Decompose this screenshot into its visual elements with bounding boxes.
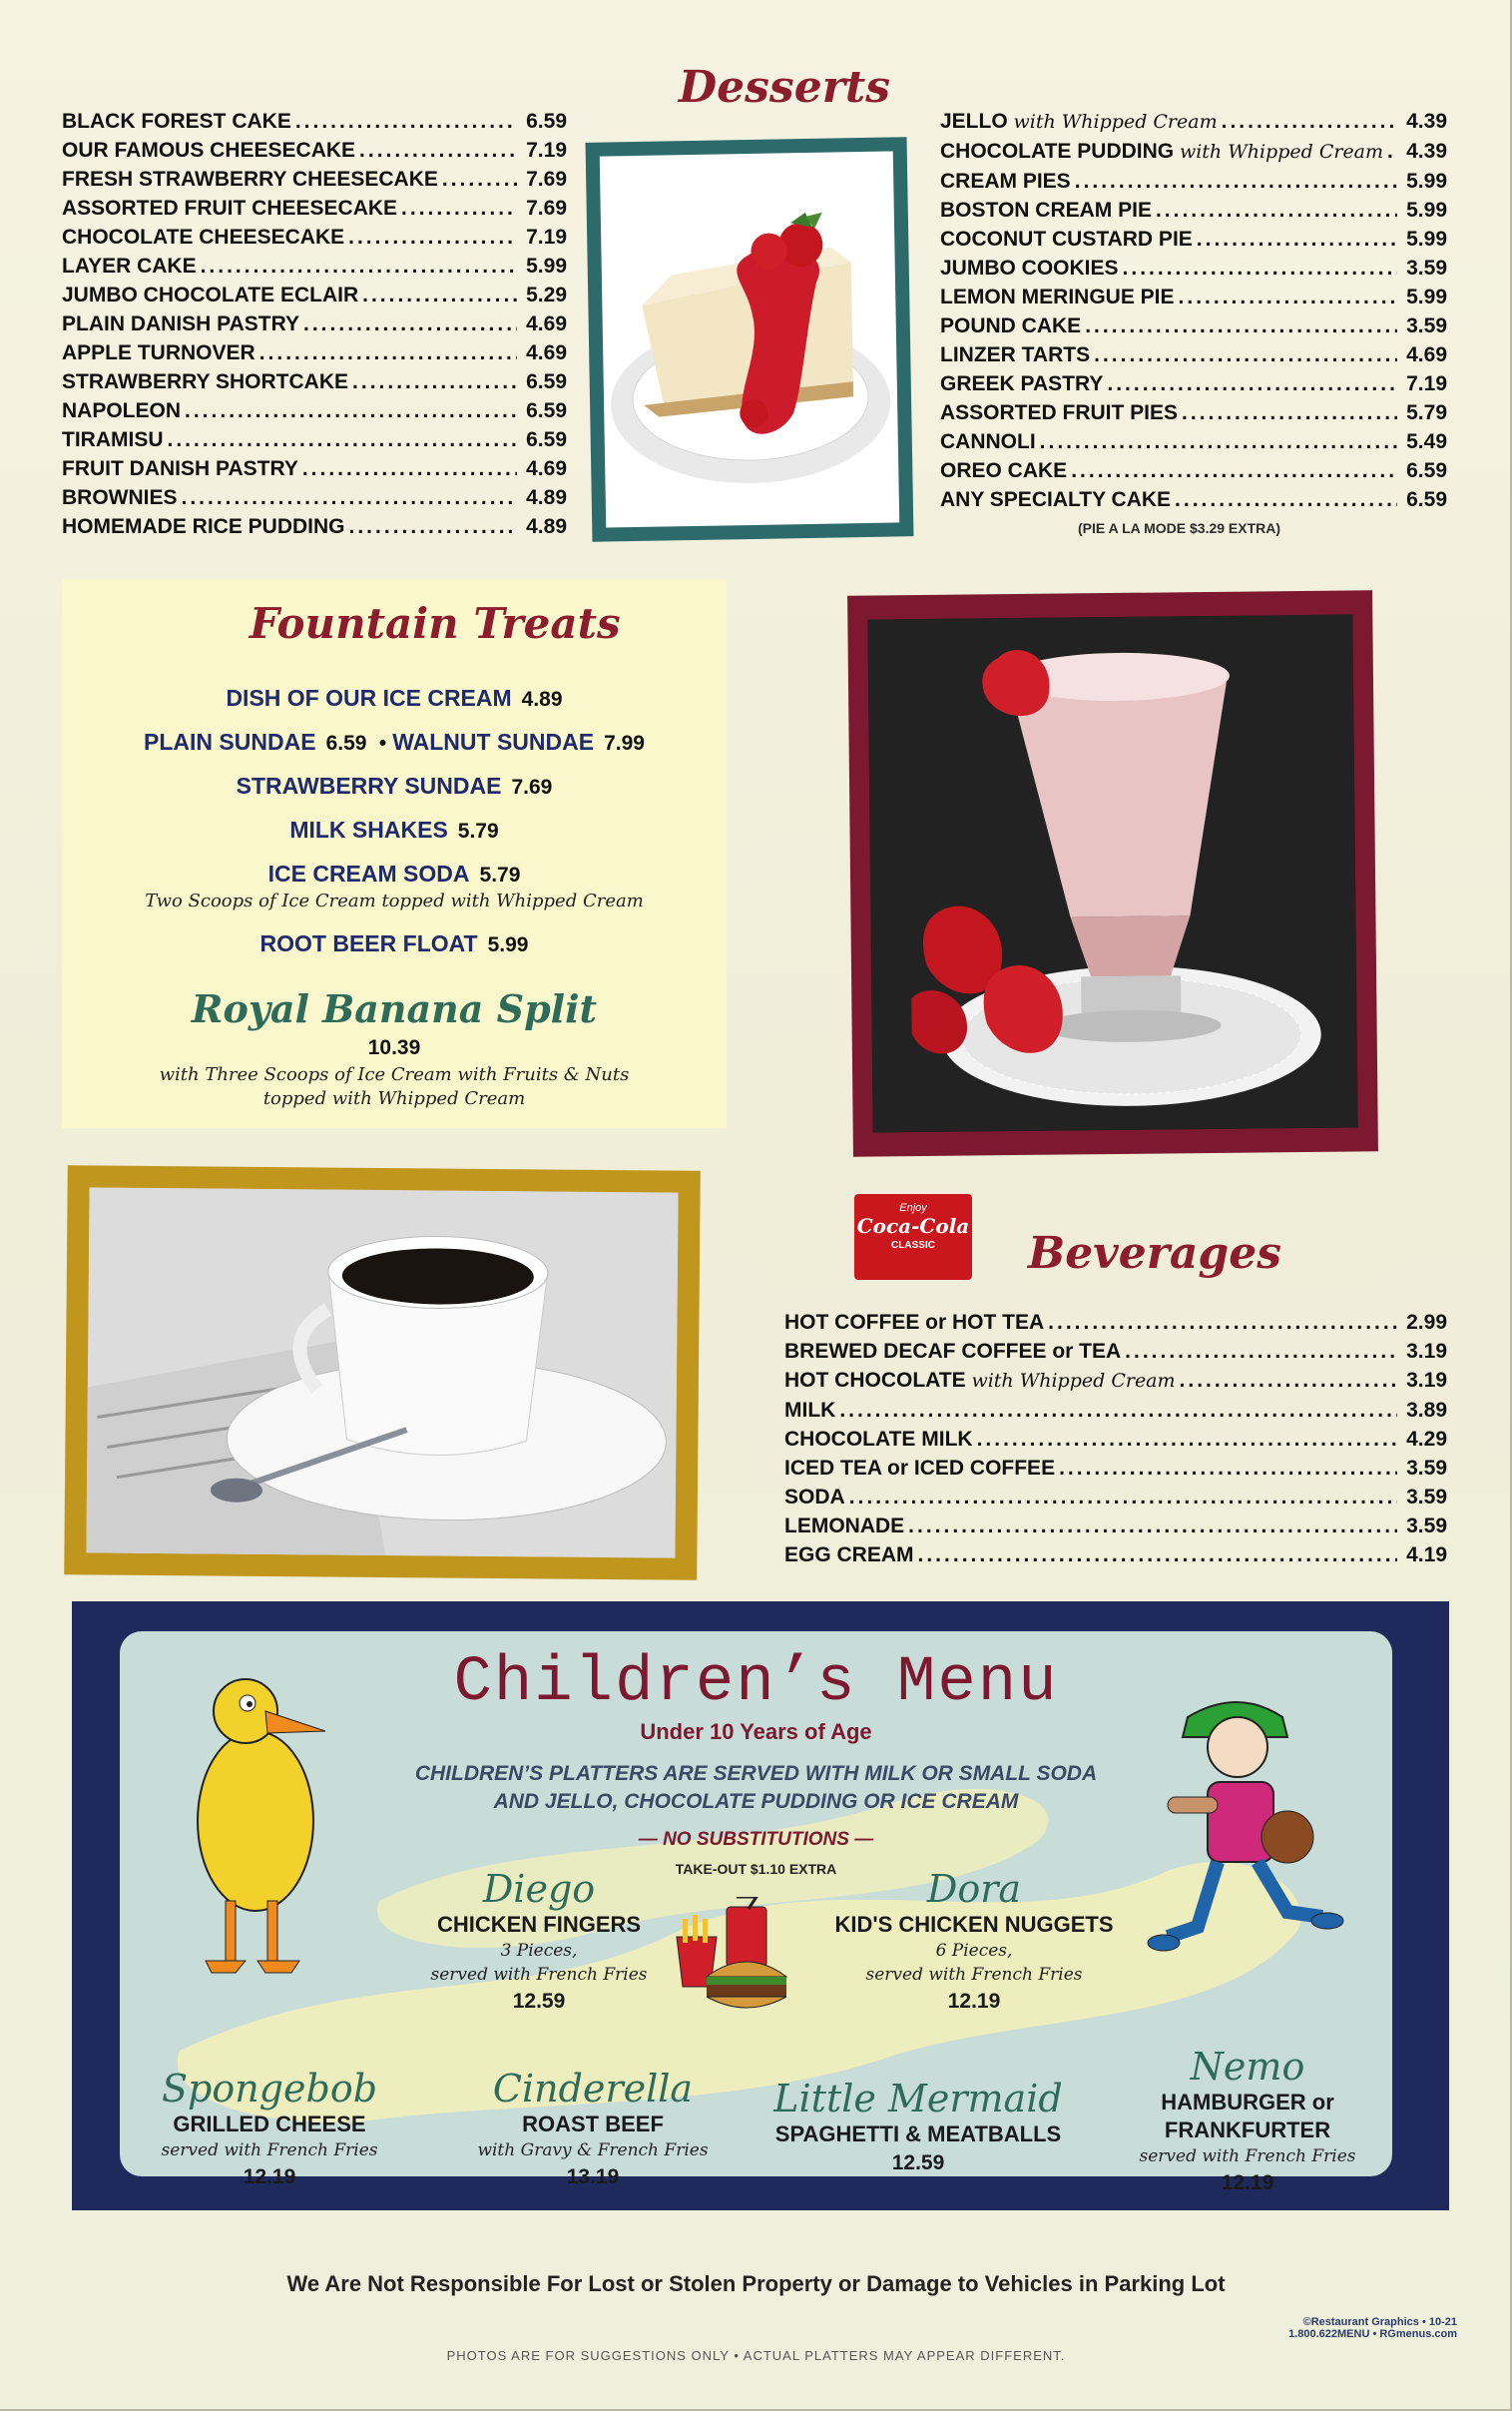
kids-item-nemo xyxy=(1118,2045,1377,2198)
item-price: 4.89 xyxy=(526,515,567,538)
item-name-text: LEMONADE xyxy=(784,1514,905,1537)
item-price: 7.19 xyxy=(1406,372,1447,395)
item-name-text: LEMON MERINGUE PIE xyxy=(940,286,1175,308)
coffee-photo-frame xyxy=(64,1165,701,1580)
dish-name: FRANKFURTER xyxy=(1164,2117,1331,2142)
item-name-text: OREO CAKE xyxy=(940,459,1068,482)
dish-desc: served with French Fries xyxy=(1139,2146,1356,2166)
pie-a-la-mode-note: (PIE A LA MODE $3.29 EXTRA) xyxy=(1078,520,1281,536)
menu-item xyxy=(62,136,567,165)
item-name xyxy=(62,136,355,165)
cheesecake-photo-frame xyxy=(586,137,914,542)
publisher-credit xyxy=(1226,2316,1457,2340)
leader-dots xyxy=(349,512,517,541)
item-price: 4.69 xyxy=(1406,343,1447,366)
leader-dots xyxy=(849,1483,1397,1511)
dish-desc: with Gravy & French Fries xyxy=(477,2140,709,2160)
menu-item xyxy=(784,1396,1447,1425)
menu-item xyxy=(62,223,567,252)
leader-dots xyxy=(1182,398,1397,427)
photo-disclaimer: PHOTOS ARE FOR SUGGESTIONS ONLY • ACTUAL PLATTERS MAY APPEAR DIFFERENT. xyxy=(446,2348,1066,2363)
leader-dots xyxy=(918,1540,1397,1569)
leader-dots xyxy=(1387,137,1397,166)
item-note: with Whipped Cream xyxy=(1179,141,1384,163)
dish-desc: 6 Pieces, xyxy=(935,1941,1013,1961)
leader-dots xyxy=(303,309,517,338)
item-name xyxy=(62,281,358,309)
dish-price: 12.19 xyxy=(1221,2171,1274,2194)
item-name xyxy=(940,427,1036,456)
item-name-text: CHOCOLATE CHEESECAKE xyxy=(62,226,345,249)
menu-item xyxy=(62,107,567,136)
milkshake-illustration xyxy=(867,614,1357,1132)
item-name xyxy=(940,196,1152,225)
dish-name: HAMBURGER or xyxy=(1161,2090,1334,2114)
item-name xyxy=(784,1483,845,1511)
item-price: 4.29 xyxy=(1406,1428,1447,1451)
menu-item xyxy=(784,1511,1447,1540)
item-name xyxy=(784,1425,973,1454)
menu-item xyxy=(62,281,567,309)
leader-dots xyxy=(1123,254,1397,283)
coke-classic: CLASSIC xyxy=(891,1240,935,1251)
item-name-text: SODA xyxy=(784,1486,845,1508)
dish-price: 13.19 xyxy=(566,2165,620,2188)
item-name-text: JELLO xyxy=(940,110,1008,133)
leader-dots xyxy=(1085,311,1397,340)
menu-item xyxy=(784,1483,1447,1511)
menu-item xyxy=(940,427,1447,456)
beverages-title: Beverages xyxy=(1028,1228,1281,1279)
item-name-text: BROWNIES xyxy=(62,486,178,509)
menu-item xyxy=(940,137,1447,167)
item-price: 3.59 xyxy=(1406,257,1447,280)
walnut-sundae-price: 7.99 xyxy=(604,732,645,755)
item-name-text: HOMEMADE RICE PUDDING xyxy=(62,515,345,538)
item-name: MILK SHAKES xyxy=(289,817,448,843)
leader-dots xyxy=(1040,427,1397,456)
item-name-text: FRUIT DANISH PASTRY xyxy=(62,457,298,480)
menu-item xyxy=(940,225,1447,254)
leader-dots xyxy=(168,425,518,454)
item-name-text: ASSORTED FRUIT CHEESECAKE xyxy=(62,197,398,220)
item-name xyxy=(940,107,1218,137)
item-name: ICE CREAM SODA xyxy=(267,861,470,887)
cheesecake-photo xyxy=(600,151,899,527)
menu-item xyxy=(940,485,1447,514)
menu-item xyxy=(784,1540,1447,1569)
item-price: 6.59 xyxy=(526,370,567,393)
coffee-photo xyxy=(86,1187,678,1557)
leader-dots xyxy=(1125,1337,1397,1366)
leader-dots xyxy=(1075,167,1397,196)
item-price: 3.19 xyxy=(1406,1369,1447,1392)
menu-item xyxy=(940,254,1447,283)
menu-item xyxy=(940,369,1447,398)
kids-item-cinderella xyxy=(463,2067,723,2192)
character-name: Diego xyxy=(482,1867,596,1911)
character-name: Spongebob xyxy=(161,2067,378,2110)
milkshake-photo-frame xyxy=(847,590,1378,1156)
menu-item xyxy=(940,283,1447,311)
menu-item xyxy=(62,425,567,454)
item-price: 3.59 xyxy=(1406,314,1447,337)
item-price: 6.59 xyxy=(526,399,567,422)
item-name xyxy=(940,456,1067,485)
item-name xyxy=(62,396,181,425)
leader-dots xyxy=(1175,485,1397,514)
menu-item xyxy=(62,483,567,512)
item-name-text: COCONUT CUSTARD PIE xyxy=(940,228,1193,251)
coffee-illustration xyxy=(86,1187,678,1557)
leader-dots xyxy=(359,136,517,165)
dish-name: SPAGHETTI & MEATBALLS xyxy=(774,2121,1062,2146)
item-price: 5.99 xyxy=(1406,199,1447,222)
item-name-text: HOT CHOCOLATE xyxy=(784,1369,966,1392)
item-price: 3.59 xyxy=(1406,1514,1447,1537)
item-price: 5.99 xyxy=(1406,228,1447,251)
item-price: 4.69 xyxy=(526,312,567,335)
coke-brand: Coca-Cola xyxy=(856,1214,970,1238)
item-name-text: CANNOLI xyxy=(940,430,1036,453)
kids-item-little-mermaid xyxy=(749,2077,1088,2178)
liability-note: We Are Not Responsible For Lost or Stolen Property or Damage to Vehicles in Parking Lot xyxy=(286,2271,1226,2296)
kids-item-spongebob xyxy=(140,2067,399,2192)
item-name-text: MILK xyxy=(784,1399,836,1422)
item-note: with Whipped Cream xyxy=(971,1370,1176,1392)
item-price: 7.69 xyxy=(526,168,567,191)
leader-dots xyxy=(1156,196,1397,225)
dish-price: 12.19 xyxy=(947,1990,1001,2013)
root-beer-float xyxy=(62,930,727,957)
item-name: DISH OF OUR ICE CREAM xyxy=(226,685,512,711)
item-note: with Whipped Cream xyxy=(1013,111,1218,133)
item-price: 5.79 xyxy=(457,820,499,843)
item-price: 4.69 xyxy=(526,457,567,480)
item-name-text: PLAIN DANISH PASTRY xyxy=(62,312,300,335)
item-price: 4.89 xyxy=(521,688,563,711)
item-name: STRAWBERRY SUNDAE xyxy=(236,773,502,799)
menu-item xyxy=(62,309,567,338)
item-name xyxy=(940,398,1178,427)
item-name-text: CHOCOLATE MILK xyxy=(784,1428,973,1451)
ice-cream-soda-desc: Two Scoops of Ice Cream topped with Whipped Cream xyxy=(145,891,644,911)
burger-fries-icon xyxy=(667,1897,796,2027)
leader-dots xyxy=(839,1396,1397,1425)
leader-dots xyxy=(1071,456,1397,485)
item-name-text: BREWED DECAF COFFEE or TEA xyxy=(784,1340,1122,1363)
item-price: 3.19 xyxy=(1406,1340,1447,1363)
item-name-text: STRAWBERRY SHORTCAKE xyxy=(62,370,349,393)
menu-item xyxy=(62,396,567,425)
item-name-text: BLACK FOREST CAKE xyxy=(62,110,291,133)
coke-enjoy: Enjoy xyxy=(899,1202,927,1214)
item-price: 5.79 xyxy=(479,864,521,887)
leader-dots xyxy=(1094,340,1397,369)
item-name xyxy=(62,367,348,396)
menu-item xyxy=(784,1454,1447,1483)
menu-item xyxy=(940,196,1447,225)
item-name xyxy=(62,309,299,338)
desserts-title: Desserts xyxy=(679,62,890,113)
leader-dots xyxy=(352,367,517,396)
publisher-line-2: 1.800.622MENU • RGmenus.com xyxy=(1288,2328,1457,2340)
item-name xyxy=(940,369,1103,398)
item-name xyxy=(784,1396,835,1425)
plain-sundae-name: PLAIN SUNDAE xyxy=(144,729,316,755)
item-name-text: ANY SPECIALTY CAKE xyxy=(940,488,1172,511)
leader-dots xyxy=(302,454,517,483)
menu-item xyxy=(940,456,1447,485)
dish-price: 12.59 xyxy=(512,1990,566,2013)
banana-split-price: 10.39 xyxy=(367,1036,421,1059)
item-price: 5.49 xyxy=(1406,430,1447,453)
menu-item xyxy=(784,1308,1447,1337)
item-name xyxy=(784,1454,1055,1483)
beverage-list xyxy=(784,1308,1447,1569)
dish-of-ice-cream xyxy=(62,685,727,712)
item-name xyxy=(62,252,197,281)
leader-dots xyxy=(1180,1366,1397,1395)
leader-dots xyxy=(908,1511,1397,1540)
dish-price: 12.59 xyxy=(891,2151,945,2174)
character-name: Little Mermaid xyxy=(773,2077,1063,2120)
item-name xyxy=(62,107,291,136)
leader-dots xyxy=(1059,1454,1397,1483)
item-name xyxy=(62,454,298,483)
item-name-text: ASSORTED FRUIT PIES xyxy=(940,401,1179,424)
cheesecake-illustration xyxy=(600,151,899,527)
item-price: 5.29 xyxy=(526,284,567,306)
strawberry-sundae xyxy=(62,773,727,800)
leader-dots xyxy=(185,396,517,425)
menu-item xyxy=(940,107,1447,137)
dish-name: ROAST BEEF xyxy=(522,2111,664,2136)
dish-desc: served with French Fries xyxy=(865,1965,1083,1985)
no-substitutions: — NO SUBSTITUTIONS — xyxy=(638,1829,874,1850)
menu-item xyxy=(62,512,567,541)
banana-split-title: Royal Banana Split xyxy=(191,986,598,1031)
leader-dots xyxy=(401,194,517,223)
item-name-text: TIRAMISU xyxy=(62,428,164,451)
menu-item xyxy=(784,1425,1447,1454)
item-price: 3.59 xyxy=(1406,1486,1447,1508)
leader-dots xyxy=(1107,369,1397,398)
leader-dots xyxy=(1179,283,1397,311)
item-name-text: FRESH STRAWBERRY CHEESECAKE xyxy=(62,168,438,191)
item-name-text: EGG CREAM xyxy=(784,1543,914,1566)
item-name-text: POUND CAKE xyxy=(940,314,1082,337)
item-price: 3.59 xyxy=(1406,1457,1447,1480)
leader-dots xyxy=(348,223,517,252)
menu-item xyxy=(940,340,1447,369)
menu-item xyxy=(62,338,567,367)
leader-dots xyxy=(442,165,517,194)
item-price: 2.99 xyxy=(1406,1311,1447,1334)
fountain-treats-title: Fountain Treats xyxy=(250,599,621,648)
item-name xyxy=(62,512,345,541)
menu-item xyxy=(940,398,1447,427)
menu-item xyxy=(784,1366,1447,1396)
item-name-text: GREEK PASTRY xyxy=(940,372,1104,395)
dish-desc: 3 Pieces, xyxy=(500,1941,578,1961)
item-price: 7.19 xyxy=(526,226,567,249)
sundaes-line xyxy=(62,729,727,756)
item-name xyxy=(62,425,164,454)
leader-dots xyxy=(295,107,517,136)
kids-item-diego xyxy=(399,1867,679,2017)
item-name xyxy=(62,165,438,194)
item-name xyxy=(940,485,1171,514)
platters-note-2: AND JELLO, CHOCOLATE PUDDING OR ICE CREAM xyxy=(493,1790,1019,1813)
item-name-text: APPLE TURNOVER xyxy=(62,341,255,364)
item-name xyxy=(940,137,1383,167)
kids-item-dora xyxy=(814,1867,1134,2017)
walnut-sundae-name: WALNUT SUNDAE xyxy=(392,729,595,755)
menu-item xyxy=(62,252,567,281)
menu-item xyxy=(62,454,567,483)
item-name-text: HOT COFFEE or HOT TEA xyxy=(784,1311,1045,1334)
banana-split-desc-1: with Three Scoops of Ice Cream with Fruits & Nuts xyxy=(159,1064,630,1085)
dish-desc: served with French Fries xyxy=(161,2140,378,2160)
menu-item xyxy=(940,167,1447,196)
item-price: 6.59 xyxy=(1406,459,1447,482)
item-name-text: CHOCOLATE PUDDING xyxy=(940,140,1175,163)
item-name xyxy=(940,167,1071,196)
item-name xyxy=(940,311,1081,340)
item-price: 4.39 xyxy=(1406,140,1447,163)
item-price: 7.69 xyxy=(511,776,553,799)
menu-item xyxy=(62,367,567,396)
banana-split-desc-2: topped with Whipped Cream xyxy=(262,1088,526,1109)
coca-cola-logo xyxy=(854,1194,972,1280)
item-name-text: LINZER TARTS xyxy=(940,343,1091,366)
item-name: ROOT BEER FLOAT xyxy=(259,930,478,956)
item-price: 4.19 xyxy=(1406,1543,1447,1566)
item-price: 5.79 xyxy=(1406,401,1447,424)
item-price: 6.59 xyxy=(526,110,567,133)
item-price: 6.59 xyxy=(526,428,567,451)
leader-dots xyxy=(182,483,518,512)
item-name xyxy=(784,1308,1044,1337)
item-name-text: LAYER CAKE xyxy=(62,255,197,278)
leader-dots xyxy=(1197,225,1397,254)
item-name-text: JUMBO COOKIES xyxy=(940,257,1119,280)
item-name xyxy=(62,338,255,367)
menu-item xyxy=(62,194,567,223)
item-name-text: JUMBO CHOCOLATE ECLAIR xyxy=(62,284,359,306)
leader-dots xyxy=(259,338,517,367)
item-name xyxy=(784,1337,1121,1366)
dish-desc: served with French Fries xyxy=(430,1965,648,1985)
platters-note-1: CHILDREN’S PLATTERS ARE SERVED WITH MILK OR SMALL SODA xyxy=(414,1762,1098,1785)
item-price: 4.69 xyxy=(526,341,567,364)
dish-name: KID'S CHICKEN NUGGETS xyxy=(834,1912,1114,1937)
dish-price: 12.19 xyxy=(243,2165,296,2188)
item-name xyxy=(940,340,1090,369)
item-name xyxy=(62,483,178,512)
item-name xyxy=(940,283,1175,311)
character-name: Nemo xyxy=(1190,2045,1305,2089)
item-price: 4.89 xyxy=(526,486,567,509)
item-price: 5.99 xyxy=(487,933,529,956)
childrens-age-limit: Under 10 Years of Age xyxy=(640,1719,872,1744)
item-price: 6.59 xyxy=(1406,488,1447,511)
separator: • xyxy=(378,732,387,755)
item-name-text: BOSTON CREAM PIE xyxy=(940,199,1152,222)
item-name xyxy=(62,194,397,223)
ice-cream-soda xyxy=(62,861,727,888)
milkshake-photo xyxy=(867,614,1357,1132)
item-name xyxy=(62,223,344,252)
leader-dots xyxy=(977,1425,1397,1454)
item-name-text: NAPOLEON xyxy=(62,399,182,422)
leader-dots xyxy=(362,281,517,309)
item-price: 3.89 xyxy=(1406,1399,1447,1422)
dessert-list-right xyxy=(940,107,1447,514)
dessert-list-left xyxy=(62,107,567,541)
publisher-line-1: ©Restaurant Graphics • 10-21 xyxy=(1302,2316,1457,2328)
takeout-note: TAKE-OUT $1.10 EXTRA xyxy=(675,1861,837,1877)
leader-dots xyxy=(1048,1308,1397,1337)
character-name: Dora xyxy=(926,1867,1022,1911)
dish-name: CHICKEN FINGERS xyxy=(436,1912,642,1937)
character-name: Cinderella xyxy=(492,2067,694,2110)
item-price: 4.39 xyxy=(1406,110,1447,133)
item-name-text: CREAM PIES xyxy=(940,170,1071,193)
item-name-text: OUR FAMOUS CHEESECAKE xyxy=(62,139,356,162)
menu-item xyxy=(62,165,567,194)
item-name-text: ICED TEA or ICED COFFEE xyxy=(784,1457,1056,1480)
item-name xyxy=(784,1511,904,1540)
item-name xyxy=(940,254,1119,283)
item-price: 5.99 xyxy=(1406,170,1447,193)
childrens-menu-title: Children’s Menu xyxy=(453,1647,1059,1719)
item-name xyxy=(784,1540,914,1569)
leader-dots xyxy=(1222,107,1397,136)
leader-dots xyxy=(201,252,517,281)
milk-shakes xyxy=(62,817,727,844)
item-name xyxy=(784,1366,1176,1396)
dish-name: GRILLED CHEESE xyxy=(173,2111,366,2136)
item-price: 5.99 xyxy=(526,255,567,278)
item-price: 5.99 xyxy=(1406,286,1447,308)
menu-item xyxy=(784,1337,1447,1366)
item-price: 7.69 xyxy=(526,197,567,220)
menu-item xyxy=(940,311,1447,340)
item-name xyxy=(940,225,1193,254)
plain-sundae-price: 6.59 xyxy=(325,732,367,755)
item-price: 7.19 xyxy=(526,139,567,162)
